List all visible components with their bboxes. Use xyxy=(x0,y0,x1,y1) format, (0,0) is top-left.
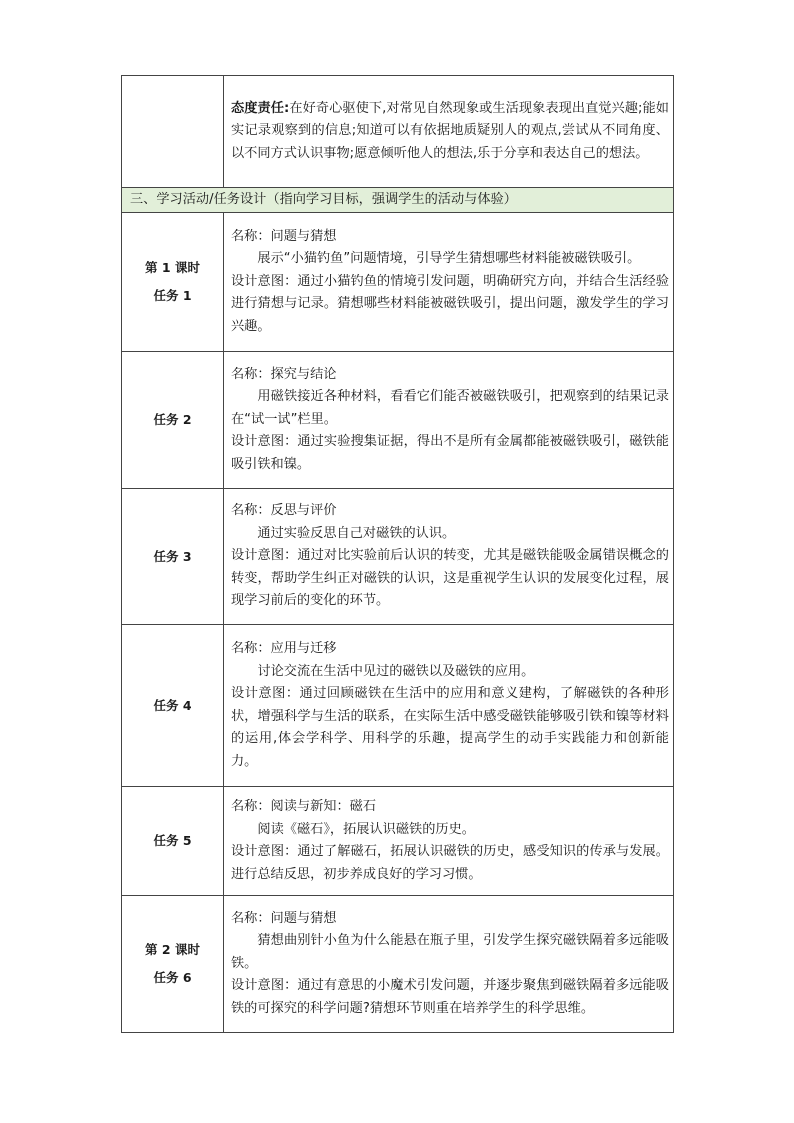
task-activity: 讨论交流在生活中见过的磁铁以及磁铁的应用。 xyxy=(257,663,535,679)
attitude-label: 态度责任: xyxy=(231,100,290,116)
task-content-cell xyxy=(224,352,674,489)
task-label: 任务 3 xyxy=(153,548,192,564)
task-label: 任务 6 xyxy=(153,970,192,985)
task-label-cell xyxy=(122,352,224,489)
task-activity: 展示“小猫钓鱼”问题情境，引导学生猜想哪些材料能被磁铁吸引。 xyxy=(257,251,641,267)
task-intent: 设计意图：通过了解磁石，拓展认识磁铁的历史，感受知识的传承与发展。进行总结反思，初步养成良好的学习习惯。 xyxy=(231,844,669,882)
section-title: 三、学习活动/任务设计（指向学习目标，强调学生的活动与体验） xyxy=(122,188,674,213)
task-row-4 xyxy=(122,625,674,787)
task-row-2 xyxy=(122,352,674,489)
task-name: 名称：应用与迁移 xyxy=(231,641,337,656)
task-content-cell xyxy=(224,787,674,896)
task-label: 任务 4 xyxy=(153,697,192,713)
lesson-design-table xyxy=(121,75,674,1033)
task-intent: 设计意图：通过对比实验前后认识的转变，尤其是磁铁能吸金属错误概念的转变，帮助学生纠正对磁铁的认识，这是重视学生认识的发展变化过程，展现学习前后的变化的环节。 xyxy=(231,548,669,609)
task-row-5 xyxy=(122,787,674,896)
task-row-1 xyxy=(122,213,674,352)
task-intent: 设计意图：通过回顾磁铁在生活中的应用和意义建构，了解磁铁的各种形状，增强科学与生活的联系，在实际生活中感受磁铁能够吸引铁和镍等材料的运用,体会学科学、用科学的乐趣，提高学生的动手实践能力和创新能力。 xyxy=(231,686,669,769)
task-activity: 通过实验反思自己对磁铁的认识。 xyxy=(257,525,456,541)
task-name: 名称：探究与结论 xyxy=(231,366,337,382)
task-label-cell xyxy=(122,213,224,352)
task-row-3 xyxy=(122,489,674,625)
task-activity: 阅读《磁石》，拓展认识磁铁的历史。 xyxy=(257,821,475,837)
task-name: 名称：阅读与新知：磁石 xyxy=(231,799,377,814)
attitude-row xyxy=(122,76,674,188)
task-intent: 设计意图：通过实验搜集证据，得出不是所有金属都能被磁铁吸引，磁铁能吸引铁和镍。 xyxy=(231,434,669,472)
task-label: 任务 5 xyxy=(153,833,192,848)
attitude-left-cell xyxy=(122,76,224,188)
task-label: 任务 1 xyxy=(153,288,192,303)
attitude-cell xyxy=(224,76,674,188)
attitude-text: 在好奇心驱使下,对常见自然现象或生活现象表现出直觉兴趣;能如实记录观察到的信息;知道可以有依据地质疑别人的观点,尝试从不同角度、以不同方式认识事物;愿意倾听他人的想法,乐于分享和表达自己的想法。 xyxy=(231,100,669,161)
task-content-cell xyxy=(224,896,674,1033)
section-row xyxy=(122,188,674,213)
task-label-cell xyxy=(122,489,224,625)
task-label-cell xyxy=(122,896,224,1033)
task-name: 名称：问题与猜想 xyxy=(231,910,337,926)
period-label: 第 1 课时 xyxy=(145,260,200,275)
task-intent: 设计意图：通过有意思的小魔术引发问题，并逐步聚焦到磁铁隔着多远能吸铁的可探究的科学问题?猜想环节则重在培养学生的科学思维。 xyxy=(231,978,669,1016)
task-name: 名称：反思与评价 xyxy=(231,503,337,519)
task-row-6 xyxy=(122,896,674,1033)
task-label-cell xyxy=(122,787,224,896)
period-label: 第 2 课时 xyxy=(145,942,200,957)
task-name: 名称：问题与猜想 xyxy=(231,228,337,244)
task-content-cell xyxy=(224,213,674,352)
task-intent: 设计意图：通过小猫钓鱼的情境引发问题，明确研究方向，并结合生活经验进行猜想与记录。猜想哪些材料能被磁铁吸引，提出问题，激发学生的学习兴趣。 xyxy=(231,273,669,334)
task-content-cell xyxy=(224,489,674,625)
task-activity: 猜想曲别针小鱼为什么能悬在瓶子里，引发学生探究磁铁隔着多远能吸铁。 xyxy=(231,933,669,971)
task-activity: 用磁铁接近各种材料，看看它们能否被磁铁吸引，把观察到的结果记录在“试一试”栏里。 xyxy=(231,389,669,427)
task-label-cell xyxy=(122,625,224,787)
task-label: 任务 2 xyxy=(153,412,192,427)
task-content-cell xyxy=(224,625,674,787)
